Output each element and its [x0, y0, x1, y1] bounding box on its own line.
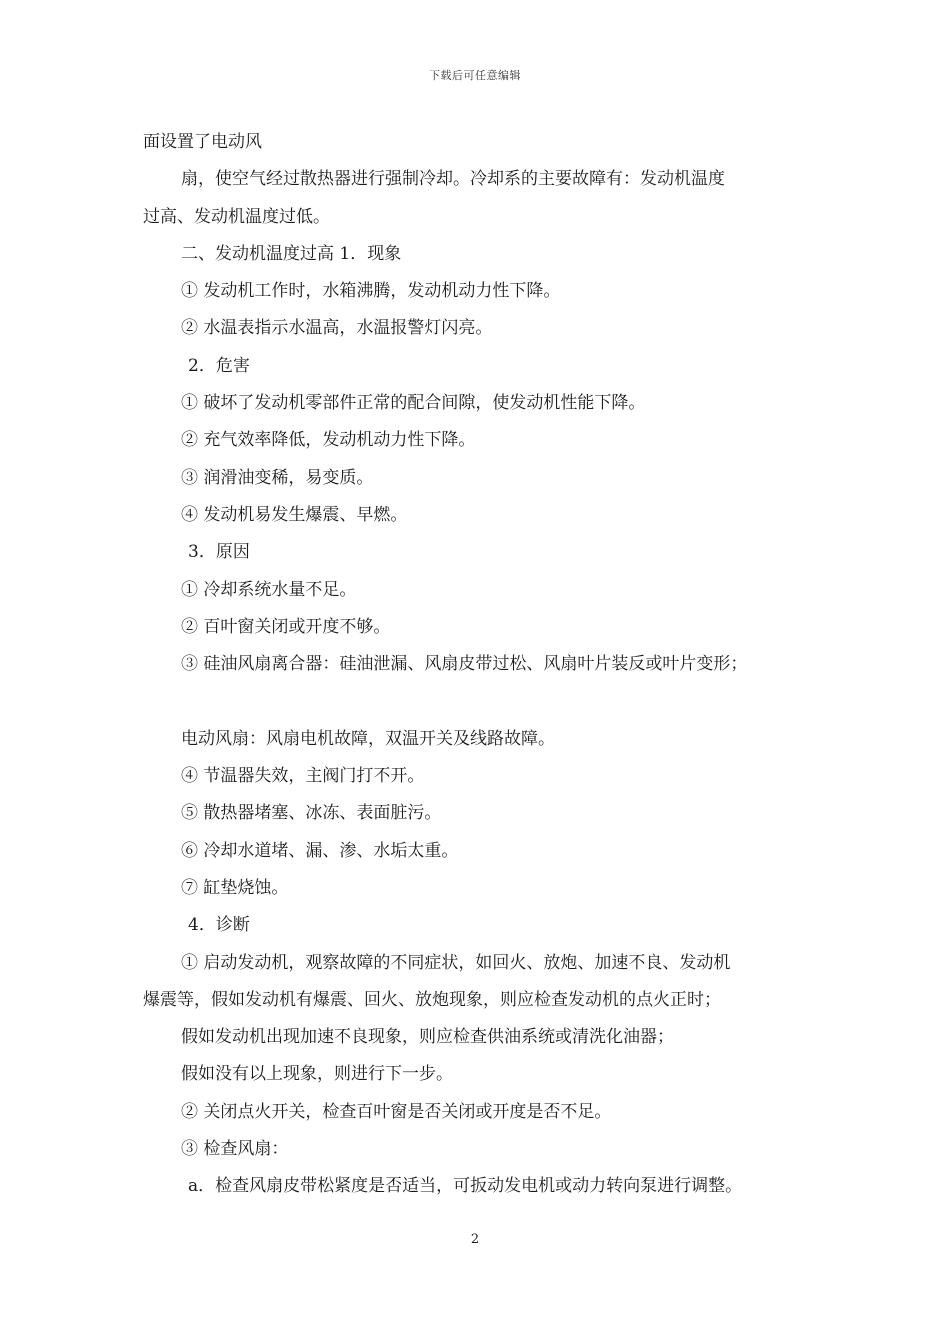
text-line: ① 发动机工作时，水箱沸腾，发动机动力性下降。: [181, 281, 561, 302]
text-line: 假如没有以上现象，则进行下一步。: [181, 1064, 453, 1085]
text-line: ② 水温表指示水温高，水温报警灯闪亮。: [181, 318, 493, 339]
text-line: 假如发动机出现加速不良现象，则应检查供油系统或清洗化油器；: [181, 1027, 674, 1048]
text-line: ③ 检查风扇：: [181, 1139, 289, 1160]
text-line: 过高、发动机温度过低。: [143, 206, 330, 227]
page-header: 下载后可任意编辑: [429, 69, 521, 82]
text-line: 二、发动机温度过高 1．现象: [181, 243, 402, 264]
text-line: ④ 节温器失效，主阀门打不开。: [181, 766, 425, 787]
text-line: 爆震等，假如发动机有爆震、回火、放炮现象，则应检查发动机的点火正时；: [143, 989, 721, 1010]
text-line: ⑥ 冷却水道堵、漏、渗、水垢太重。: [181, 840, 459, 861]
text-line: ⑤ 散热器堵塞、冰冻、表面脏污。: [181, 803, 442, 824]
text-line: 电动风扇：风扇电机故障，双温开关及线路故障。: [181, 728, 555, 749]
text-line: ② 关闭点火开关，检查百叶窗是否关闭或开度是否不足。: [181, 1101, 612, 1122]
body-text: [143, 124, 813, 1206]
text-line: ① 冷却系统水量不足。: [181, 579, 357, 600]
text-line: a．检查风扇皮带松紧度是否适当，可扳动发电机或动力转向泵进行调整。: [188, 1176, 743, 1197]
text-line: 面设置了电动风: [143, 132, 262, 152]
text-line: ④ 发动机易发生爆震、早燃。: [181, 504, 408, 525]
text-line: 3．原因: [188, 542, 250, 563]
text-line: 2．危害: [188, 355, 250, 376]
blank-line: [143, 683, 813, 720]
text-line: ⑦ 缸垫烧蚀。: [181, 877, 289, 898]
text-line: ③ 硅油风扇离合器：硅油泄漏、风扇皮带过松、风扇叶片装反或叶片变形；: [181, 654, 748, 675]
page-number: 2: [470, 1232, 480, 1247]
text-line: ② 百叶窗关闭或开度不够。: [181, 616, 391, 637]
text-line: ① 启动发动机，观察故障的不同症状，如回火、放炮、加速不良、发动机: [181, 952, 731, 973]
text-line: 4．诊断: [188, 915, 250, 936]
text-line: ② 充气效率降低，发动机动力性下降。: [181, 430, 476, 451]
text-line: ① 破坏了发动机零部件正常的配合间隙，使发动机性能下降。: [181, 393, 646, 414]
text-line: 扇，使空气经过散热器进行强制冷却。冷却系的主要故障有：发动机温度: [181, 169, 725, 190]
text-line: ③ 润滑油变稀，易变质。: [181, 467, 374, 488]
